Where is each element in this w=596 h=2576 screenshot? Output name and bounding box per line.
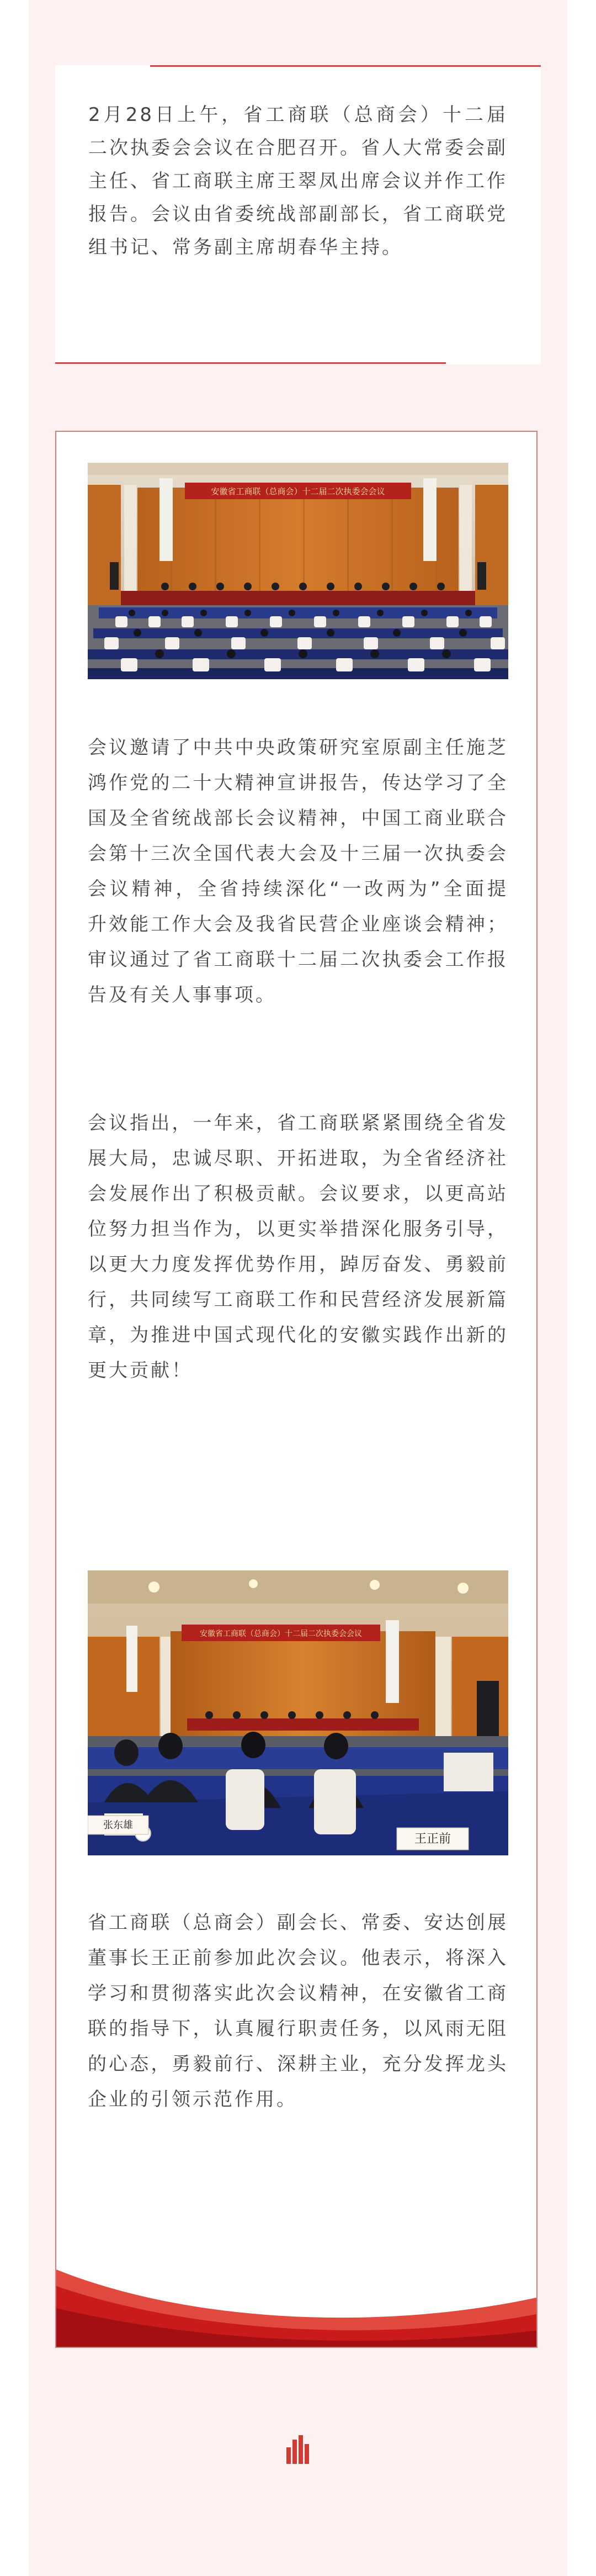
paragraph-meeting-agenda: 会议邀请了中共中央政策研究室原副主任施芝鸿作党的二十大精神宣讲报告，传达学习了全国及全省统战部长会议精神，中国工商业联合会第十三次全国代表大会及十三届一次执委会会议精神，全省持续深化“一改两为”全面提升效能工作大会及我省民营企业座谈会精神；审议通过了省工商联十二届二次执委会工作报告及有关人事事项。: [88, 737, 508, 1006]
meeting-hall-illustration: [88, 463, 508, 679]
intro-top-rule: [150, 65, 541, 67]
bars-icon: [286, 2435, 310, 2464]
paragraph-attendee-statement: 省工商联（总商会）副会长、常委、安达创展董事长王正前参加此次会议。他表示，将深入学习和贯彻落实此次会议精神，在安徽省工商联的指导下，认真履行职责任务，以风雨无阻的心态，勇毅前行、深耕主业，充分发挥龙头企业的引领示范作用。: [88, 1912, 508, 2110]
article-card: [55, 431, 538, 2348]
room-banner-text: 安徽省工商联（总商会）十二届二次执委会会议: [200, 1630, 362, 1638]
nameplate-left: 张东雄: [103, 1819, 133, 1831]
stage-banner-text: 安徽省工商联（总商会）十二届二次执委会会议: [211, 486, 385, 496]
attendees-illustration: [88, 1570, 508, 1855]
nameplate-right: 王正前: [414, 1832, 451, 1846]
paragraph-meeting-summary: 会议指出，一年来，省工商联紧紧围绕全省发展大局，忠诚尽职、开拓进取，为全省经济社会发展作出了积极贡献。会议要求，以更高站位努力担当作为，以更实举措深化服务引导，以更大力度发挥优势作用，踔厉奋发、勇毅前行，共同续写工商联工作和民营经济发展新篇章，为推进中国式现代化的安徽实践作出新的更大贡献！: [88, 1112, 508, 1382]
intro-bottom-rule: [55, 362, 446, 364]
red-wave-decoration: [56, 2247, 538, 2347]
intro-paragraph: 2月28日上午，省工商联（总商会）十二届二次执委会会议在合肥召开。省人大常委会副主任、省工商联主席王翠凤出席会议并作工作报告。会议由省委统战部副部长，省工商联党组书记、常务副主席胡春华主持。: [88, 104, 508, 258]
attendees-photo: [88, 1570, 508, 1855]
meeting-hall-photo: [88, 463, 508, 679]
